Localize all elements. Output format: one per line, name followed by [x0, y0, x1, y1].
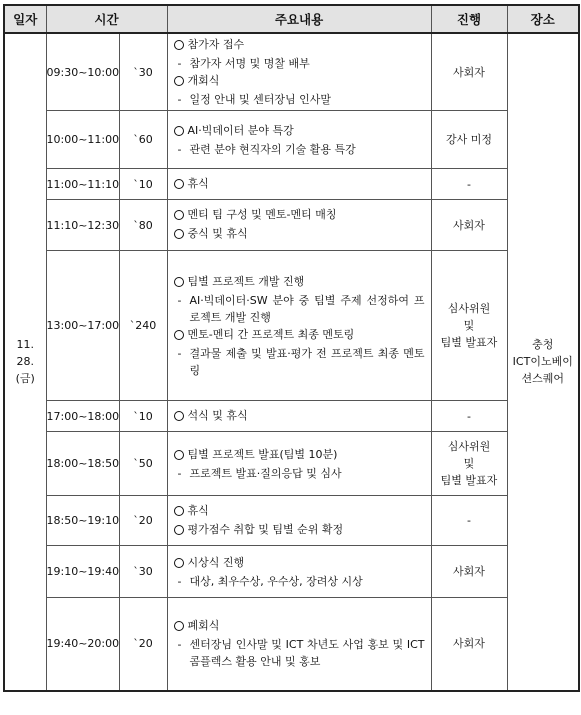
role-line: 및: [463, 457, 475, 470]
content-item: [174, 206, 425, 225]
content-cell: [167, 432, 431, 496]
time-cell: 19:10~19:40: [46, 546, 119, 598]
content-item: [174, 326, 425, 345]
duration-cell: `10: [119, 169, 167, 200]
duration-cell: `10: [119, 401, 167, 432]
role-cell: [431, 169, 507, 200]
schedule-row: [4, 111, 579, 169]
content-cell: [167, 111, 431, 169]
content-text: 휴식: [187, 503, 209, 517]
content-subtext: 결과물 제출 및 발표·평가 전 프로젝트 최종 멘토링: [189, 346, 425, 377]
content-text: 참가자 접수: [187, 38, 245, 51]
schedule-row: [4, 598, 579, 691]
date-line: (금): [15, 372, 35, 386]
time-cell: 17:00~18:00: [46, 401, 119, 432]
time-cell: 13:00~17:00: [46, 251, 119, 401]
content-text: 개회식: [187, 74, 220, 87]
content-cell: [167, 496, 431, 546]
content-subtext: 참가자 서명 및 명찰 배부: [189, 57, 310, 70]
header-row: [4, 5, 579, 33]
circle-bullet-icon: [174, 225, 188, 244]
circle-bullet-icon: [174, 206, 188, 225]
role-line: 팀별 발표자: [440, 336, 498, 349]
role-line: 및: [463, 319, 475, 332]
dash-bullet-icon: -: [177, 57, 182, 70]
content-cell: [167, 251, 431, 401]
circle-bullet-icon: [174, 72, 188, 91]
circle-bullet-icon: [174, 175, 188, 194]
date-line: 28.: [16, 355, 34, 369]
circle-bullet-icon: [174, 521, 188, 540]
duration-cell: `50: [119, 432, 167, 496]
content-subitem: [174, 636, 425, 670]
role-line: 강사 미정: [445, 133, 492, 146]
content-item: [174, 554, 425, 573]
dash-bullet-icon: -: [177, 466, 182, 480]
time-cell: 19:40~20:00: [46, 598, 119, 691]
schedule-row: [4, 33, 579, 111]
role-line: -: [467, 409, 471, 423]
schedule-table: [3, 4, 580, 692]
circle-bullet-icon: [174, 554, 188, 573]
role-line: -: [467, 177, 471, 191]
schedule-row: [4, 251, 579, 401]
dash-bullet-icon: -: [177, 574, 182, 588]
dash-bullet-icon: -: [177, 293, 182, 307]
duration-cell: `80: [119, 200, 167, 251]
duration-cell: `240: [119, 251, 167, 401]
circle-bullet-icon: [174, 407, 188, 426]
place-cell: [507, 33, 579, 691]
content-item: [174, 617, 425, 636]
content-text: 폐회식: [187, 619, 220, 633]
schedule-row: [4, 401, 579, 432]
duration-cell: `20: [119, 496, 167, 546]
content-cell: [167, 169, 431, 200]
circle-bullet-icon: [174, 502, 188, 521]
content-subitem: [174, 292, 425, 326]
header-content: 주요내용: [167, 5, 431, 33]
duration-cell: `30: [119, 33, 167, 111]
content-subtext: 대상, 최우수상, 우수상, 장려상 시상: [189, 574, 363, 588]
content-item: [174, 502, 425, 521]
dash-bullet-icon: -: [177, 93, 182, 106]
content-cell: [167, 598, 431, 691]
schedule-row: [4, 546, 579, 598]
role-line: 사회자: [453, 65, 485, 79]
role-cell: [431, 33, 507, 111]
header-time: 시간: [46, 5, 167, 33]
content-text: 석식 및 휴식: [187, 408, 248, 422]
content-subtext: 일정 안내 및 센터장님 인사말: [189, 93, 331, 106]
content-item: [174, 72, 425, 91]
content-item: [174, 407, 425, 426]
content-cell: [167, 401, 431, 432]
role-line: 사회자: [453, 637, 485, 651]
role-cell: [431, 401, 507, 432]
schedule-row: [4, 200, 579, 251]
content-subtext: AI·빅데이터·SW 분야 중 팀별 주제 선정하여 프로젝트 개발 진행: [189, 293, 425, 324]
circle-bullet-icon: [174, 617, 188, 636]
date-line: 11.: [16, 338, 34, 352]
role-cell: [431, 200, 507, 251]
time-cell: 18:50~19:10: [46, 496, 119, 546]
time-cell: 11:10~12:30: [46, 200, 119, 251]
content-item: [174, 273, 425, 292]
role-line: 심사위원: [447, 440, 491, 453]
content-text: 중식 및 휴식: [187, 227, 248, 240]
content-subitem: [174, 573, 425, 590]
header-role: 진행: [431, 5, 507, 33]
circle-bullet-icon: [174, 122, 188, 141]
role-cell: [431, 111, 507, 169]
content-text: 멘토-멘티 간 프로젝트 최종 멘토링: [187, 327, 355, 341]
circle-bullet-icon: [174, 36, 188, 55]
content-text: 팀별 프로젝트 발표(팀별 10분): [187, 447, 338, 461]
content-text: 휴식: [187, 176, 209, 190]
role-cell: [431, 432, 507, 496]
circle-bullet-icon: [174, 446, 188, 465]
role-line: 팀별 발표자: [440, 474, 498, 487]
content-cell: [167, 546, 431, 598]
role-cell: [431, 546, 507, 598]
place-line: 션스퀘어: [521, 372, 564, 386]
date-cell: [4, 33, 46, 691]
duration-cell: `30: [119, 546, 167, 598]
duration-cell: `20: [119, 598, 167, 691]
content-item: [174, 175, 425, 194]
content-item: [174, 446, 425, 465]
dash-bullet-icon: -: [177, 346, 182, 360]
time-cell: 18:00~18:50: [46, 432, 119, 496]
content-subitem: [174, 465, 425, 482]
content-subitem: [174, 91, 425, 108]
schedule-row: [4, 432, 579, 496]
content-cell: [167, 33, 431, 111]
role-cell: [431, 251, 507, 401]
content-subtext: 관련 분야 현직자의 기술 활용 특강: [189, 142, 356, 156]
content-text: 평가점수 취합 및 팀별 순위 확정: [187, 522, 344, 536]
content-subtext: 센터장님 인사말 및 ICT 차년도 사업 홍보 및 ICT콤플렉스 활용 안내 및 홍보: [189, 638, 425, 669]
role-line: 사회자: [453, 218, 485, 232]
time-cell: 10:00~11:00: [46, 111, 119, 169]
content-text: AI·빅데이터 분야 특강: [187, 123, 294, 137]
circle-bullet-icon: [174, 326, 188, 345]
schedule-body: [4, 33, 579, 691]
circle-bullet-icon: [174, 273, 188, 292]
dash-bullet-icon: -: [177, 638, 182, 652]
role-cell: [431, 496, 507, 546]
schedule-row: [4, 169, 579, 200]
content-subitem: [174, 141, 425, 158]
content-item: [174, 225, 425, 244]
content-subitem: [174, 345, 425, 379]
place-line: 충청: [532, 338, 554, 352]
content-text: 팀별 프로젝트 개발 진행: [187, 274, 305, 288]
content-item: [174, 122, 425, 141]
content-item: [174, 36, 425, 55]
content-subtext: 프로젝트 발표·질의응답 및 심사: [189, 466, 342, 480]
time-cell: 09:30~10:00: [46, 33, 119, 111]
content-text: 멘티 팀 구성 및 멘토-멘티 매칭: [187, 208, 337, 221]
role-line: 심사위원: [447, 302, 491, 315]
dash-bullet-icon: -: [177, 142, 182, 156]
header-place: 장소: [507, 5, 579, 33]
role-line: -: [467, 514, 471, 527]
header-date: 일자: [4, 5, 46, 33]
content-subitem: [174, 55, 425, 72]
content-text: 시상식 진행: [187, 555, 245, 569]
content-item: [174, 521, 425, 540]
role-line: 사회자: [453, 565, 485, 578]
schedule-row: [4, 496, 579, 546]
time-cell: 11:00~11:10: [46, 169, 119, 200]
duration-cell: `60: [119, 111, 167, 169]
content-cell: [167, 200, 431, 251]
place-line: ICT이노베이: [512, 355, 573, 369]
role-cell: [431, 598, 507, 691]
